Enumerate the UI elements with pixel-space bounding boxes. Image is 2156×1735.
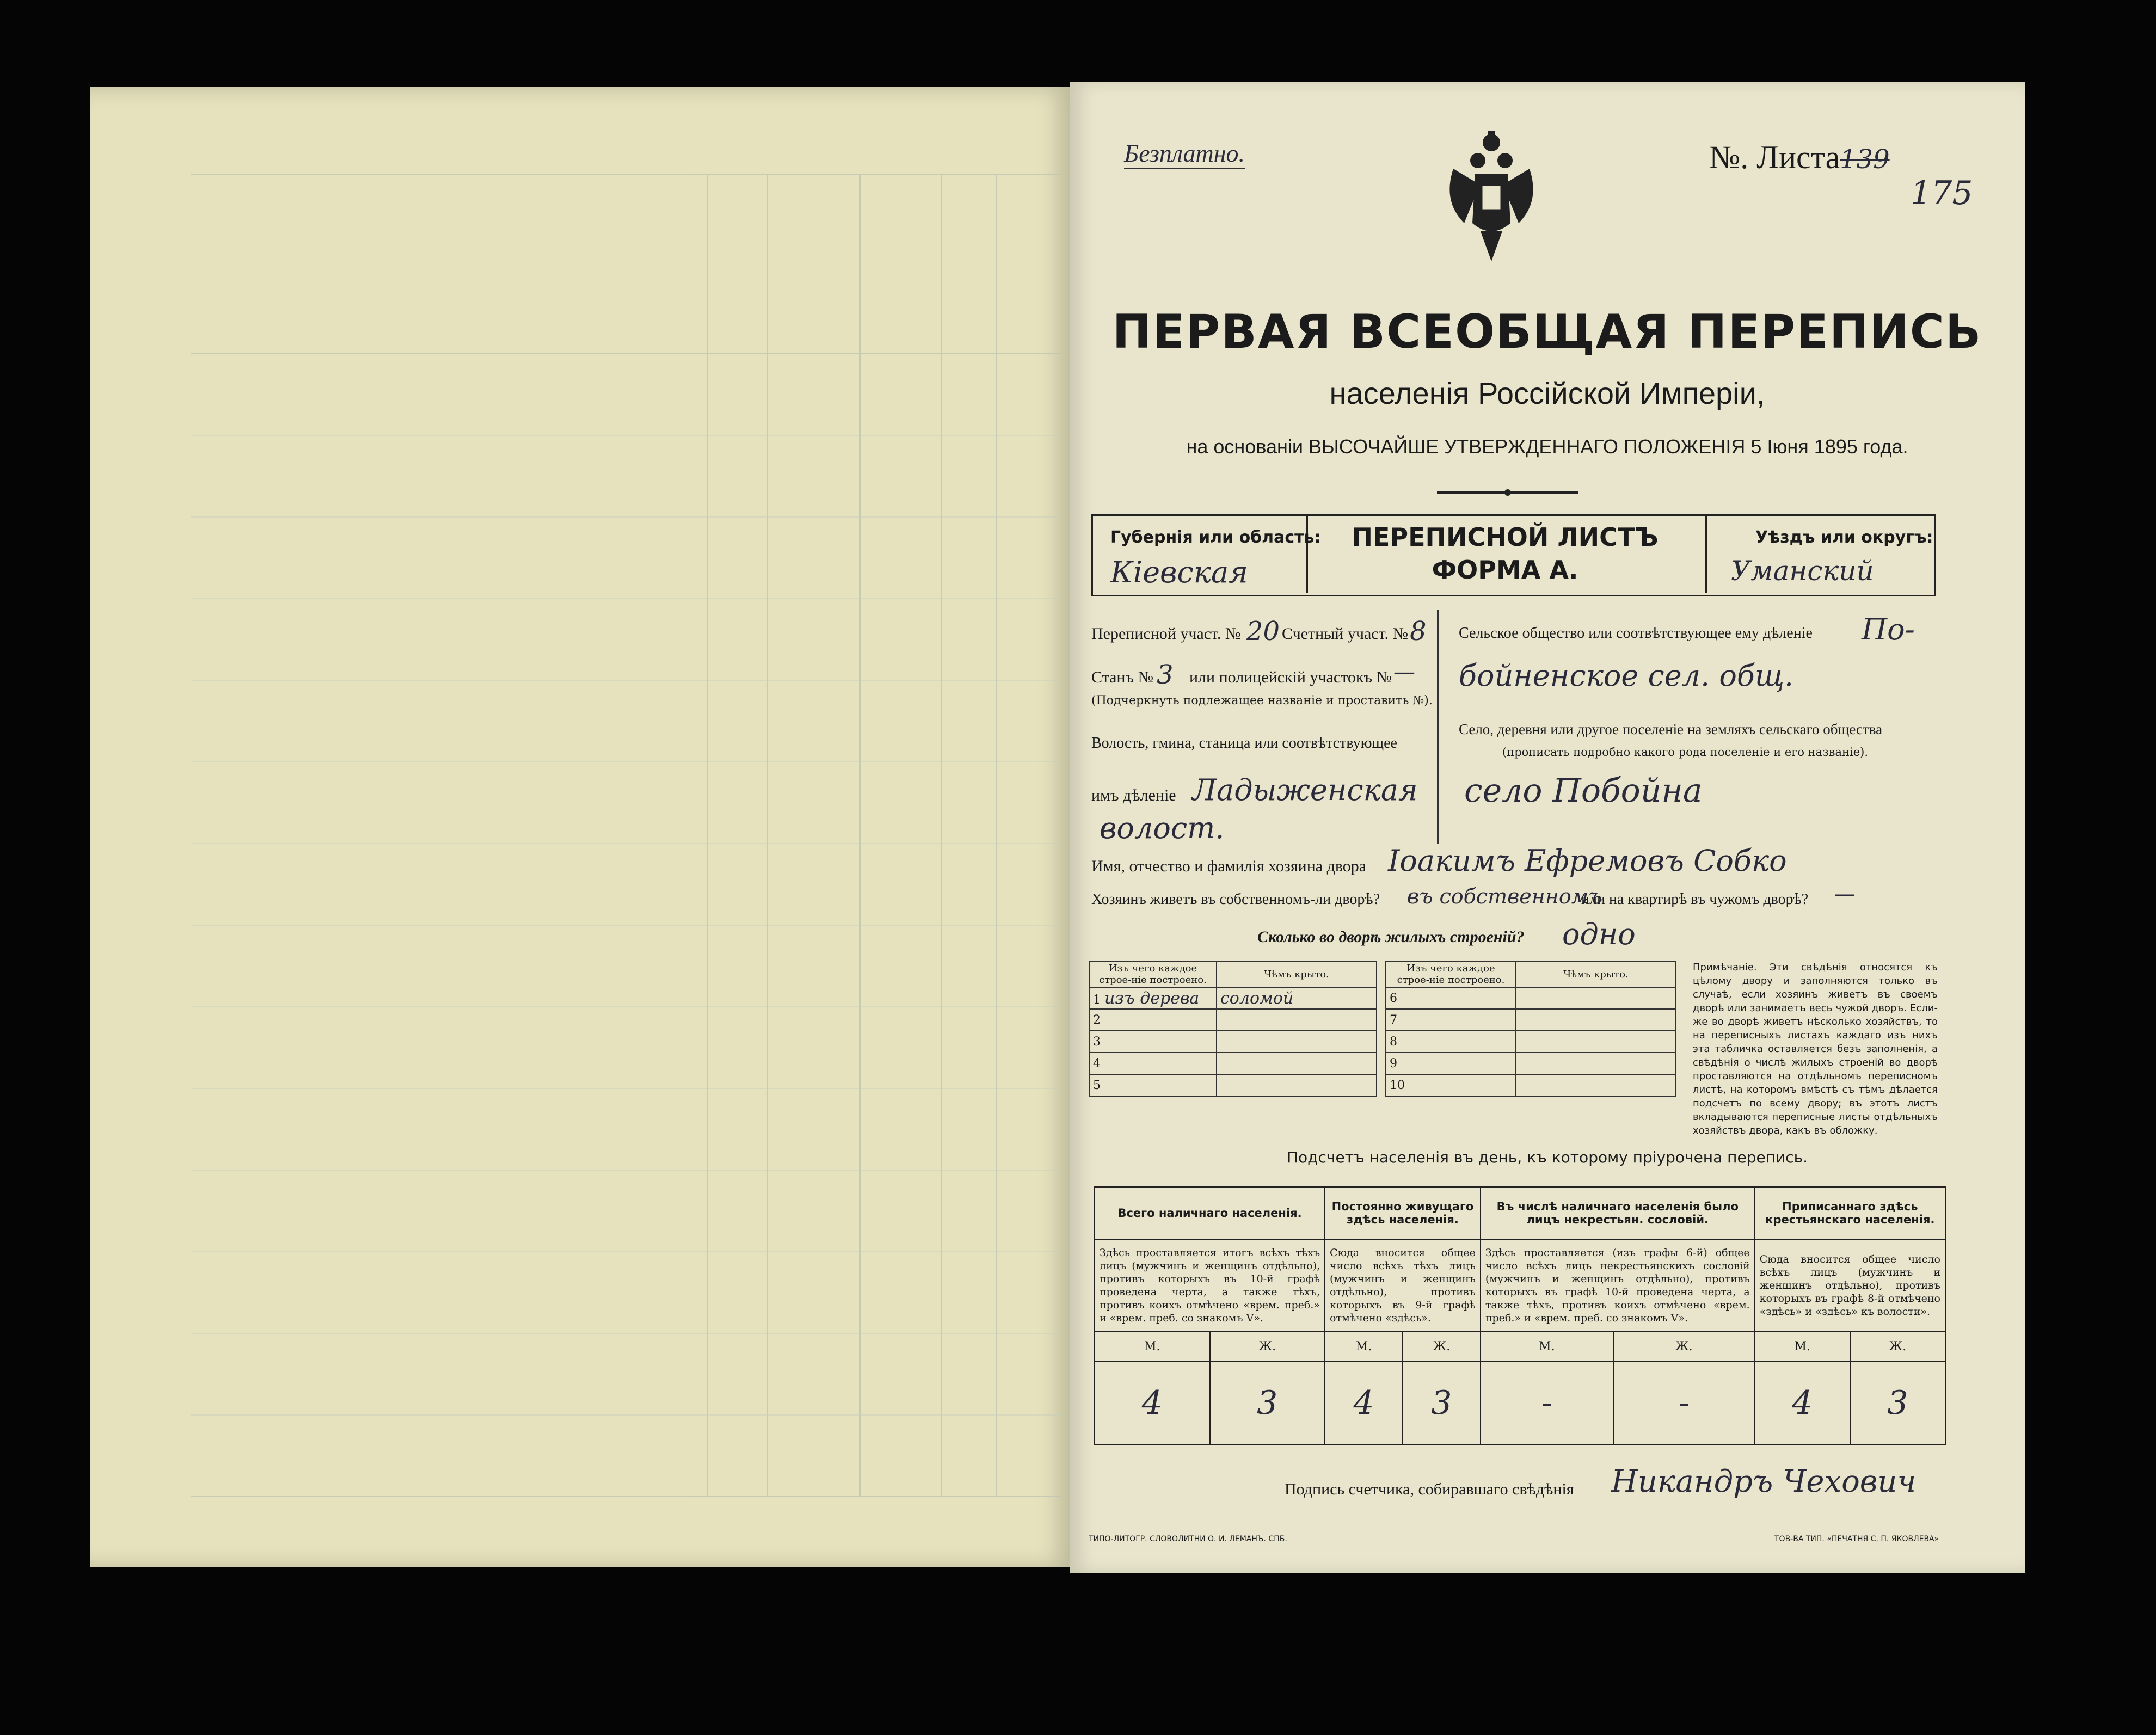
female-label: Ж. — [1613, 1332, 1755, 1361]
counting-area-value: 8 — [1410, 616, 1427, 647]
table-row: 2 — [1089, 1009, 1377, 1031]
sheet-number-crossed: 139 — [1840, 144, 1890, 175]
male-label: М. — [1481, 1332, 1613, 1361]
village-note: (прописать подробно какого рода поселеніе и его названіе). — [1502, 746, 1868, 759]
col-total-desc: Здѣсь проставляется итогъ всѣхъ тѣхъ лицъ (мужчинъ и женщинъ отдѣльно), противъ которыхъ въ 10-й графѣ проведена черта, а также тѣхъ, противъ коихъ отмѣчено «врем. преб.» и «врем. преб. со знакомъ V». — [1095, 1239, 1325, 1332]
main-title: ПЕРВАЯ ВСЕОБЩАЯ ПЕРЕПИСЬ — [1112, 305, 1982, 359]
col-nonpeasant-header: Въ числѣ наличнаго населенія было лицъ некрестьян. сословій. — [1481, 1187, 1755, 1239]
table-row: 10 — [1386, 1074, 1676, 1096]
population-title: Подсчетъ населенія въ день, къ которому пріурочена перепись. — [1286, 1148, 1808, 1166]
population-table — [1094, 1186, 1946, 1445]
col-registered-desc: Сюда вносится общее число всѣхъ лицъ (мужчинъ и женщинъ отдѣльно), противъ которыхъ въ графѣ 8-й отмѣчено «здѣсь» и «здѣсь» къ волости». — [1755, 1239, 1945, 1332]
basis-line: на основаніи ВЫСОЧАЙШЕ УТВЕРЖДЕННАГО ПОЛОЖЕНІЯ 5 Іюня 1895 года. — [1186, 435, 1908, 458]
table-row: 7 — [1386, 1009, 1676, 1031]
col-material-header: Изъ чего каждое строе-ніе построено. — [1089, 961, 1217, 987]
female-label: Ж. — [1210, 1332, 1325, 1361]
col-roof-header: Чѣмъ крыто. — [1516, 961, 1676, 987]
owner-name-value: Іоакимъ Ефремовъ Собко — [1388, 844, 1787, 878]
permanent-male-value: 4 — [1325, 1361, 1403, 1445]
owner-lives-value-b: — — [1834, 882, 1855, 906]
province-label: Губернія или область: — [1110, 528, 1321, 547]
total-male-value: 4 — [1095, 1361, 1210, 1445]
volost-value: Ладыженская — [1192, 773, 1418, 807]
village-value: село Побойна — [1464, 772, 1703, 810]
col-total-header: Всего наличнаго населенія. — [1095, 1187, 1325, 1239]
table-row: 4 — [1089, 1053, 1377, 1074]
stan-value: 3 — [1157, 660, 1174, 690]
table-row: 3 — [1089, 1031, 1377, 1053]
male-label: М. — [1755, 1332, 1850, 1361]
buildings-count-label: Сколько во дворѣ жилыхъ строеній? — [1257, 928, 1525, 946]
left-page-faint-grid — [191, 174, 1061, 1497]
form-title-2: ФОРМА А. — [1432, 555, 1578, 585]
counting-area-label: Счетный участ. № — [1282, 625, 1409, 643]
table-row: 9 — [1386, 1053, 1676, 1074]
owner-name-label: Имя, отчество и фамилія хозяина двора — [1091, 857, 1367, 875]
nonpeasant-male-value: - — [1481, 1361, 1613, 1445]
owner-lives-value: въ собственномъ — [1407, 884, 1602, 908]
sheet-number-value: 175 — [1911, 174, 1973, 212]
female-label: Ж. — [1850, 1332, 1945, 1361]
printer-right: ТОВ-ВА ТИП. «ПЕЧАТНЯ С. П. ЯКОВЛЕВА» — [1774, 1535, 1939, 1543]
underline-note: (Подчеркнуть подлежащее названіе и проставить №). — [1091, 694, 1433, 707]
block-separator — [1437, 610, 1439, 844]
male-label: М. — [1095, 1332, 1210, 1361]
village-label: Село, деревня или другое поселеніе на земляхъ сельскаго общества — [1459, 721, 1883, 737]
imperial-eagle-emblem — [1442, 131, 1540, 267]
signature-label: Подпись счетчика, собиравшаго свѣдѣнія — [1285, 1480, 1574, 1498]
volost-value-2: волост. — [1100, 811, 1225, 845]
owner-lives-label-a: Хозяинъ живетъ въ собственномъ-ли дворѣ? — [1091, 891, 1380, 908]
col-registered-header: Приписаннаго здѣсь крестьянскаго населенія. — [1755, 1187, 1945, 1239]
col-material-header: Изъ чего каждое строе-ніе построено. — [1386, 961, 1516, 987]
buildings-count-value: одно — [1562, 917, 1636, 951]
col-nonpeasant-desc: Здѣсь проставляется (изъ графы 6-й) общее число всѣхъ лицъ некрестьянскихъ сословій (мужчинъ и женщинъ отдѣльно), противъ которыхъ въ графѣ 10-й проведена черта, а также тѣхъ, противъ коихъ отмѣчено «врем. преб.» и «врем. преб. со знакомъ V». — [1481, 1239, 1755, 1332]
buildings-table-left — [1089, 961, 1377, 1097]
col-permanent-desc: Сюда вносится общее число всѣхъ тѣхъ лицъ (мужчинъ и женщинъ отдѣльно), противъ которыхъ въ 9-й графѣ отмѣчено «здѣсь». — [1325, 1239, 1481, 1332]
printer-left: ТИПО-ЛИТОГР. СЛОВОЛИТНИ О. И. ЛЕМАНЪ. СПБ. — [1089, 1535, 1287, 1543]
census-area-label: Переписной участ. № — [1091, 625, 1241, 643]
sheet-number-label: №. Листа — [1709, 139, 1840, 175]
male-label: М. — [1325, 1332, 1403, 1361]
volost-label: Волость, гмина, станица или соотвѣтствующее — [1091, 735, 1397, 752]
form-title-1: ПЕРЕПИСНОЙ ЛИСТЪ — [1352, 522, 1659, 552]
police-value: — — [1393, 660, 1415, 685]
table-row: 8 — [1386, 1031, 1676, 1053]
ornament-divider — [1437, 487, 1578, 498]
instructions-note: Примѣчаніе. Эти свѣдѣнія относятся къ цѣлому двору и заполняются только въ случаѣ, если хозяинъ живетъ въ своемъ дворѣ или занимаетъ весь чужой дворъ. Если-же во дворѣ живетъ нѣсколько хозяйствъ, то на переписныхъ листахъ каждаго изъ нихъ эта табличка оставляется безъ заполненія, а свѣдѣнія о числѣ жилыхъ строеній во дворѣ проставляются на отдѣльномъ переписномъ листѣ, на которомъ вмѣстѣ съ тѣмъ дѣлается подсчетъ по всему двору; въ этотъ листъ вкладываются переписные листы отдѣльныхъ хозяйствъ двора, какъ въ обложку. — [1693, 962, 1938, 1136]
registered-male-value: 4 — [1755, 1361, 1850, 1445]
police-label: или полицейскій участокъ № — [1189, 668, 1392, 686]
subtitle: населенія Россійской Имперіи, — [1329, 376, 1765, 410]
district-value: Уманский — [1731, 555, 1874, 587]
census-area-value: 20 — [1246, 616, 1280, 647]
registered-female-value: 3 — [1850, 1361, 1945, 1445]
buildings-table-right — [1385, 961, 1676, 1097]
volost-label-2: имъ дѣленіе — [1091, 786, 1176, 804]
total-female-value: 3 — [1210, 1361, 1325, 1445]
table-row: 5 — [1089, 1074, 1377, 1096]
female-label: Ж. — [1403, 1332, 1481, 1361]
society-value: По- — [1862, 612, 1915, 647]
signature-value: Никандръ Чехович — [1611, 1464, 1917, 1499]
col-roof-header: Чѣмъ крыто. — [1217, 961, 1377, 987]
society-value-2: бойненское сел. общ. — [1459, 659, 1794, 693]
society-label: Сельское общество или соотвѣтствующее ему дѣленіе — [1459, 625, 1813, 642]
nonpeasant-female-value: - — [1613, 1361, 1755, 1445]
permanent-female-value: 3 — [1403, 1361, 1481, 1445]
province-value: Кіевская — [1110, 555, 1248, 589]
col-permanent-header: Постоянно живущаго здѣсь населенія. — [1325, 1187, 1481, 1239]
owner-lives-label-b: или на квартирѣ въ чужомъ дворѣ? — [1581, 891, 1809, 908]
district-label: Уѣздъ или округъ: — [1755, 528, 1933, 547]
table-row: 1 изъ дерева соломой — [1089, 987, 1377, 1009]
stan-label: Станъ № — [1091, 668, 1154, 686]
free-label: Безплатно. — [1124, 139, 1245, 169]
table-row: 6 — [1386, 987, 1676, 1009]
